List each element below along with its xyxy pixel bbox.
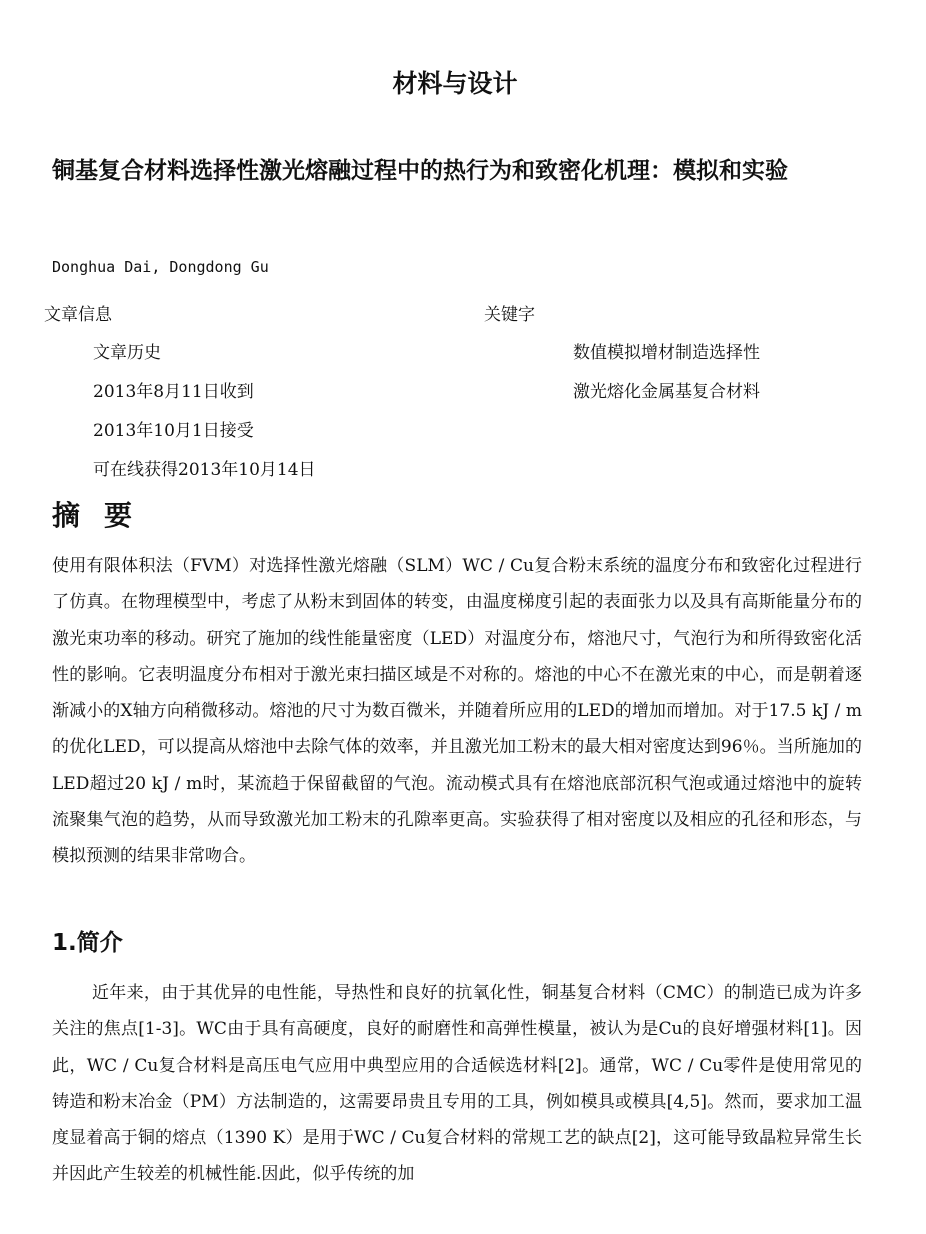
accepted-date: 2013年10月1日接受 [93,421,254,441]
intro-heading: 1.简介 [52,930,123,956]
journal-name: 材料与设计 [392,69,518,98]
keywords-line-2: 激光熔化金属基复合材料 [573,382,760,402]
keywords-line-1: 数值模拟增材制造选择性 [573,343,760,363]
received-date: 2013年8月11日收到 [93,382,254,402]
authors: Donghua Dai, Dongdong Gu [52,258,269,276]
article-info-heading: 文章信息 [44,305,112,325]
abstract-text: 使用有限体积法（FVM）对选择性激光熔融（SLM）WC / Cu复合粉末系统的温度分布和致密化过程进行了仿真。在物理模型中，考虑了从粉末到固体的转变，由温度梯度引起的表面张力以及具有高斯能量分布的激光束功率的移动。研究了施加的线性能量密度（LED）对温度分布，熔池尺寸，气泡行为和所得致密化活性的影响。它表明温度分布相对于激光束扫描区域是不对称的。熔池的中心不在激光束的中心，而是朝着逐渐减小的X轴方向稍微移动。熔池的尺寸为数百微米，并随着所应用的LED的增加而增加。对于17.5 kJ / m的优化LED，可以提高从熔池中去除气体的效率，并且激光加工粉末的最大相对密度达到96％。当所施加的LED超过20 kJ / m时，某流趋于保留截留的气泡。流动模式具有在熔池底部沉积气泡或通过熔池中的旋转流聚集气泡的趋势，从而导致激光加工粉末的孔隙率更高。实验获得了相对密度以及相应的孔径和形态，与模拟预测的结果非常吻合。 [52,556,862,867]
article-history-label: 文章历史 [93,343,161,363]
intro-text: 近年来，由于其优异的电性能，导热性和良好的抗氧化性，铜基复合材料（CMC）的制造已成为许多关注的焦点[1-3]。WC由于具有高硬度，良好的耐磨性和高弹性模量，被认为是Cu的良好增强材料[1]。因此，WC / Cu复合材料是高压电气应用中典型应用的合适候选材料[2]。通常，WC / Cu零件是使用常见的铸造和粉末冶金（PM）方法制造的，这需要昂贵且专用的工具，例如模具或模具[4,5]。然而，要求加工温度显着高于铜的熔点（1390 K）是用于WC / Cu复合材料的常规工艺的缺点[2]，这可能导致晶粒异常生长并因此产生较差的机械性能.因此，似乎传统的加 [52,983,862,1185]
paper-title: 铜基复合材料选择性激光熔融过程中的热行为和致密化机理：模拟和实验 [52,158,788,184]
keywords-heading: 关键字 [484,305,535,325]
online-date: 可在线获得2013年10月14日 [93,460,316,480]
abstract-heading: 摘要 [52,499,157,532]
